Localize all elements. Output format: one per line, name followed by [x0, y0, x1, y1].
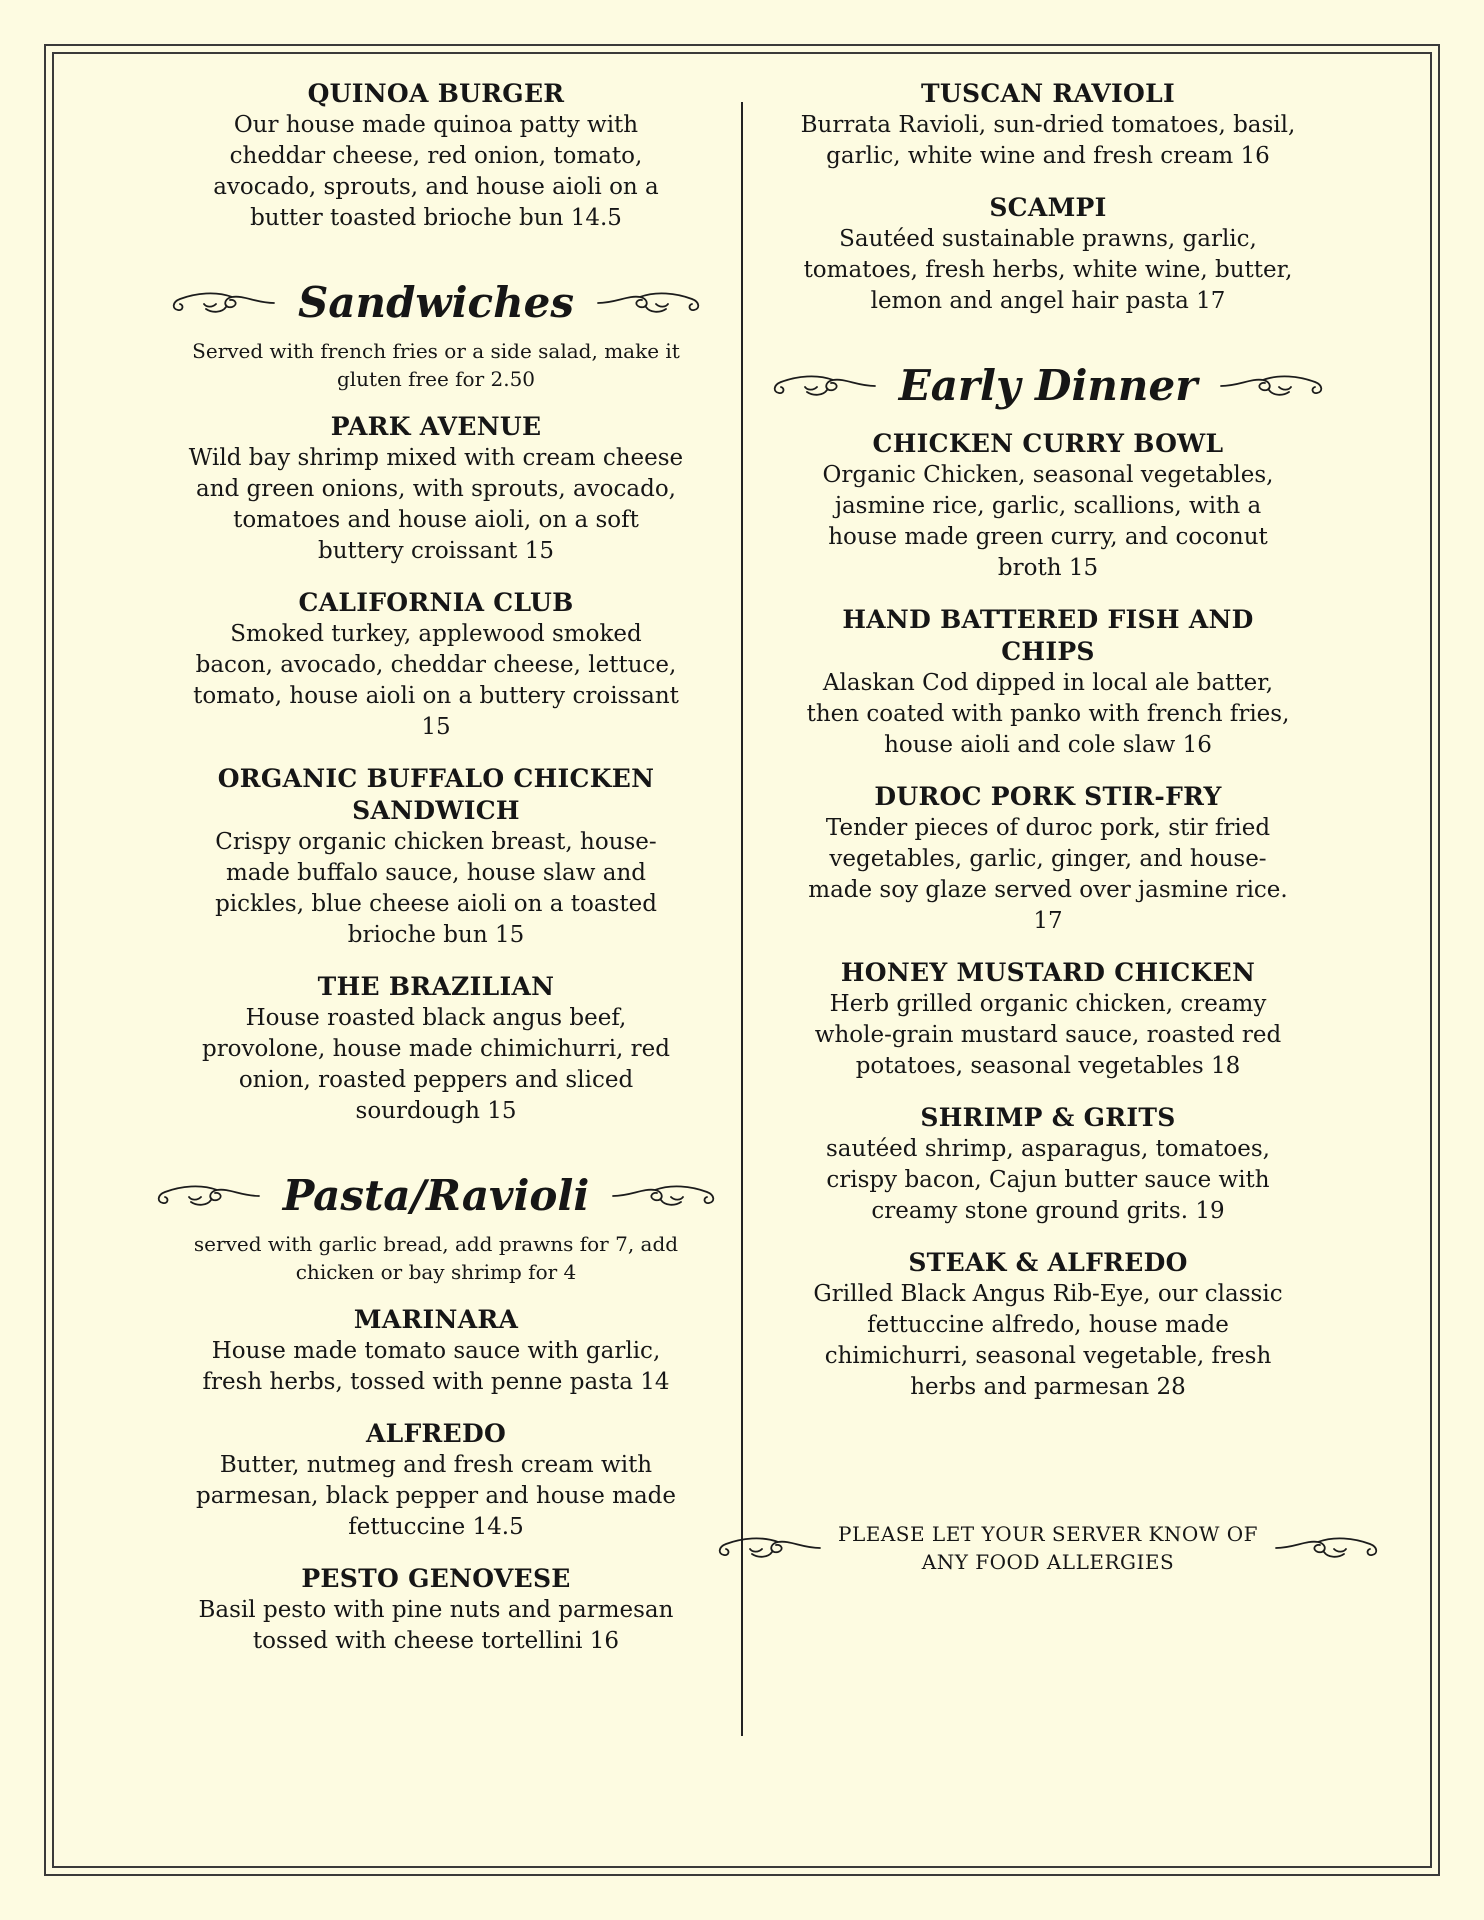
allergy-notice: [712, 1520, 1384, 1576]
menu-item: [800, 428, 1296, 584]
item-name: SCAMPI: [989, 193, 1107, 222]
item-name: DUROC PORK STIR-FRY: [874, 782, 1222, 811]
item-description: Wild bay shrimp mixed with cream cheese and green onions, with sprouts, avocado, tomatoes and house aioli, on a soft buttery croissant 15: [188, 445, 684, 564]
item-name: ALFREDO: [365, 1419, 507, 1448]
item-name: STEAK & ALFREDO: [908, 1248, 1188, 1277]
flourish-left-icon: [166, 285, 278, 321]
item-name: SHRIMP & GRITS: [920, 1103, 1176, 1132]
flourish-left-icon: [712, 1530, 824, 1566]
item-description: House made tomato sauce with garlic, fresh herbs, tossed with penne pasta 14: [202, 1338, 670, 1395]
menu-item-quinoa-burger: [188, 78, 684, 234]
item-name: PARK AVENUE: [330, 412, 542, 441]
flourish-left-icon: [767, 368, 879, 404]
menu-item: [188, 1563, 684, 1657]
section-header-pasta: [188, 1171, 684, 1220]
section-header-sandwiches: [188, 278, 684, 327]
section-title: Sandwiches: [297, 278, 575, 327]
item-name: HONEY MUSTARD CHICKEN: [840, 958, 1256, 987]
menu-item: [800, 192, 1296, 317]
item-description: Smoked turkey, applewood smoked bacon, avocado, cheddar cheese, lettuce, tomato, house aioli on a buttery croissant 15: [193, 621, 679, 740]
flourish-right-icon: [594, 285, 706, 321]
item-description: Butter, nutmeg and fresh cream with parmesan, black pepper and house made fettuccine 14.5: [195, 1452, 677, 1540]
item-description: Basil pesto with pine nuts and parmesan tossed with cheese tortellini 16: [198, 1597, 674, 1654]
item-description: Grilled Black Angus Rib-Eye, our classic fettuccine alfredo, house made chimichurri, seasonal vegetable, fresh herbs and parmesan 28: [813, 1281, 1283, 1400]
column-divider: [741, 102, 743, 1736]
item-description: sautéed shrimp, asparagus, tomatoes, crispy bacon, Cajun butter sauce with creamy stone ground grits. 19: [826, 1136, 1270, 1224]
section-note: served with garlic bread, add prawns for 7, add chicken or bay shrimp for 4: [193, 1232, 679, 1284]
item-name: THE BRAZILIAN: [317, 972, 555, 1001]
section-header-early-dinner: [800, 361, 1296, 410]
item-description: Burrata Ravioli, sun-dried tomatoes, basil, garlic, white wine and fresh cream 16: [800, 112, 1296, 169]
item-name: PESTO GENOVESE: [301, 1564, 571, 1593]
menu-item: [188, 1418, 684, 1543]
item-description: Sautéed sustainable prawns, garlic, tomatoes, fresh herbs, white wine, butter, lemon and angel hair pasta 17: [803, 226, 1293, 314]
menu-item: [188, 411, 684, 567]
section-note: Served with french fries or a side salad, make it gluten free for 2.50: [192, 339, 680, 391]
menu-item: [800, 78, 1296, 172]
menu-item: [188, 1304, 684, 1398]
menu-item: [188, 763, 684, 951]
menu-item: [800, 957, 1296, 1082]
flourish-right-icon: [1272, 1530, 1384, 1566]
item-name: ORGANIC BUFFALO CHICKEN SANDWICH: [217, 764, 655, 825]
menu-item: [800, 781, 1296, 937]
flourish-right-icon: [609, 1178, 721, 1214]
item-description: Organic Chicken, seasonal vegetables, jasmine rice, garlic, scallions, with a house made green curry, and coconut broth 15: [822, 462, 1274, 581]
left-column: [188, 78, 684, 1677]
item-description: Herb grilled organic chicken, creamy whole-grain mustard sauce, roasted red potatoes, seasonal vegetables 18: [814, 991, 1282, 1079]
item-name: CHICKEN CURRY BOWL: [872, 429, 1224, 458]
flourish-left-icon: [151, 1178, 263, 1214]
menu-item: [188, 971, 684, 1127]
item-description: Tender pieces of duroc pork, stir fried vegetables, garlic, ginger, and house-made soy glaze served over jasmine rice. 17: [808, 815, 1288, 934]
item-name: TUSCAN RAVIOLI: [920, 79, 1175, 108]
flourish-right-icon: [1217, 368, 1329, 404]
item-name: HAND BATTERED FISH AND CHIPS: [842, 605, 1254, 666]
menu-item: [188, 587, 684, 743]
item-description: Alaskan Cod dipped in local ale batter, then coated with panko with french fries, house aioli and cole slaw 16: [806, 670, 1290, 758]
item-name: MARINARA: [353, 1305, 519, 1334]
item-name: CALIFORNIA CLUB: [298, 588, 574, 617]
menu-item: [800, 1102, 1296, 1227]
allergy-notice-text: PLEASE LET YOUR SERVER KNOW OF ANY FOOD ALLERGIES: [837, 1522, 1259, 1574]
right-column: [800, 78, 1296, 1423]
item-description: Crispy organic chicken breast, house-made buffalo sauce, house slaw and pickles, blue cheese aioli on a toasted brioche bun 15: [215, 829, 657, 948]
item-description: Our house made quinoa patty with cheddar cheese, red onion, tomato, avocado, sprouts, and house aioli on a butter toasted brioche bun 14.5: [213, 112, 659, 231]
menu-item: [800, 1247, 1296, 1403]
item-name: QUINOA BURGER: [307, 79, 565, 108]
menu-item: [800, 604, 1296, 761]
section-title: Pasta/Ravioli: [282, 1171, 590, 1220]
section-title: Early Dinner: [898, 361, 1198, 410]
item-description: House roasted black angus beef, provolone, house made chimichurri, red onion, roasted peppers and sliced sourdough 15: [201, 1005, 671, 1124]
